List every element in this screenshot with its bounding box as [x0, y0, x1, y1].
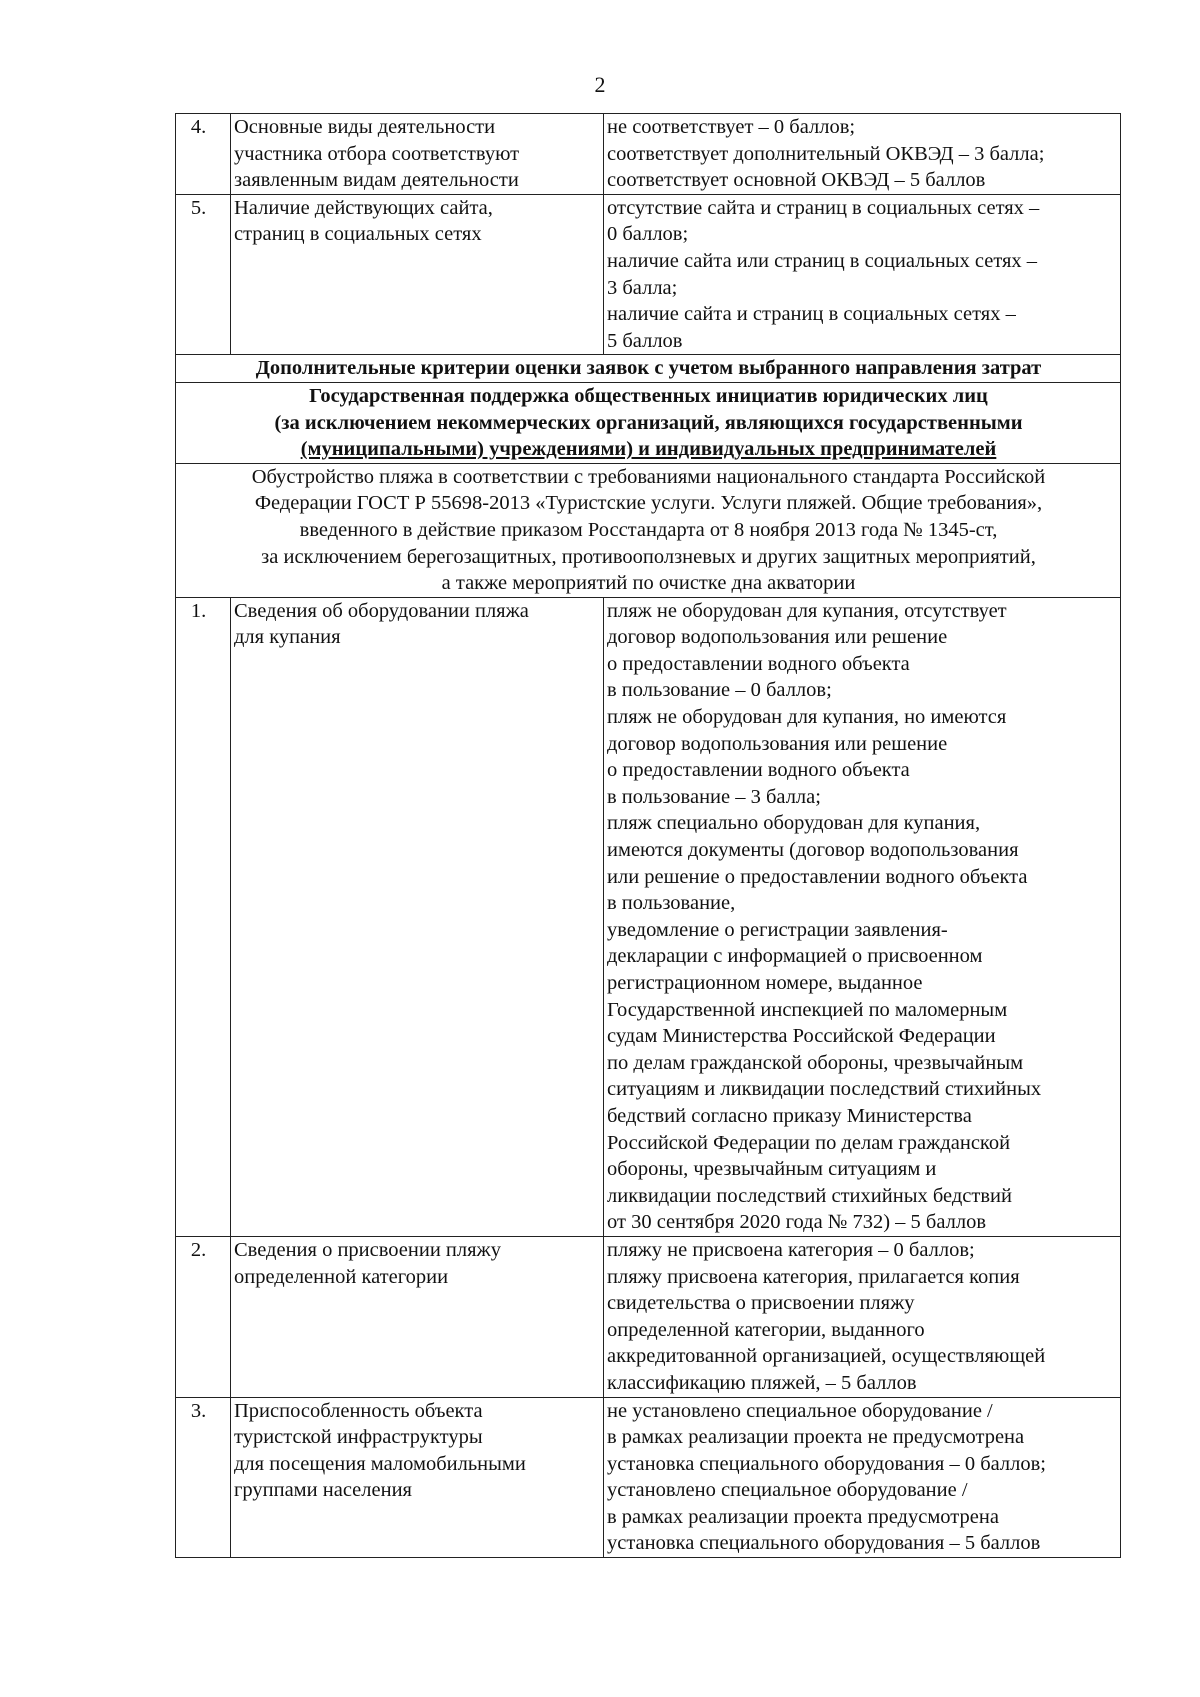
direction-line: Федерации ГОСТ Р 55698-2013 «Туристские услуги. Услуги пляжей. Общие требования», — [254, 492, 1043, 515]
criterion-line: Наличие действующих сайта, — [234, 196, 493, 219]
criteria-table — [175, 113, 1121, 1558]
direction-line: Обустройство пляжа в соответствии с требованиями национального стандарта Российской — [251, 465, 1046, 488]
score-line: о предоставлении водного объекта — [607, 759, 910, 782]
score-line: классификацию пляжей, – 5 баллов — [607, 1371, 917, 1394]
score-line: установлено специальное оборудование / — [607, 1479, 968, 1502]
score-line: аккредитованной организацией, осуществляющей — [607, 1345, 1046, 1368]
subsection-heading — [176, 382, 1121, 463]
score-line: пляж не оборудован для купания, отсутствует — [607, 599, 1007, 622]
score-line: 0 баллов; — [607, 223, 689, 246]
score-line: не установлено специальное оборудование / — [607, 1399, 993, 1422]
section-heading-row — [176, 355, 1121, 383]
subsection-heading-line: Государственная поддержка общественных инициатив юридических лиц — [309, 384, 988, 407]
score-line: Государственной инспекцией по маломерным — [607, 998, 1008, 1021]
score-line: от 30 сентября 2020 года № 732) – 5 баллов — [607, 1211, 987, 1234]
score-line: свидетельства о присвоении пляжу — [607, 1292, 915, 1315]
subsection-heading-line: (за исключением некоммерческих организаций, являющихся государственными — [274, 411, 1023, 434]
direction-line: а также мероприятий по очистке дна акватории — [441, 572, 856, 595]
score-line: уведомление о регистрации заявления- — [607, 918, 948, 941]
criterion-cell — [231, 1397, 604, 1558]
criterion-line: Приспособленность объекта — [234, 1399, 483, 1422]
score-line: отсутствие сайта и страниц в социальных сетях – — [607, 196, 1040, 219]
score-line: в пользование – 3 балла; — [607, 785, 821, 808]
score-line: определенной категории, выданного — [607, 1318, 925, 1341]
score-line: установка специального оборудования – 0 баллов; — [607, 1452, 1046, 1475]
criterion-line: для посещения маломобильными — [234, 1452, 526, 1475]
score-line: наличие сайта или страниц в социальных сетях – — [607, 249, 1038, 272]
criterion-cell — [231, 114, 604, 195]
score-line: пляжу присвоена категория, прилагается копия — [607, 1265, 1020, 1288]
row-number: 1. — [176, 597, 231, 1236]
score-line: Российской Федерации по делам гражданской — [607, 1131, 1011, 1154]
score-line: пляжу не присвоена категория – 0 баллов; — [607, 1238, 975, 1261]
criterion-cell — [231, 194, 604, 355]
score-line: наличие сайта и страниц в социальных сетях – — [607, 303, 1016, 326]
criterion-line: Основные виды деятельности — [234, 116, 496, 138]
score-line: декларации с информацией о присвоенном — [607, 945, 983, 968]
score-line: договор водопользования или решение — [607, 732, 948, 755]
score-line: в рамках реализации проекта предусмотрена — [607, 1505, 999, 1528]
criterion-line: туристской инфраструктуры — [234, 1426, 483, 1449]
score-line: соответствует дополнительный ОКВЭД – 3 балла; — [607, 142, 1045, 165]
score-line: по делам гражданской обороны, чрезвычайным — [607, 1051, 1024, 1074]
score-cell — [604, 1397, 1121, 1558]
row-number: 3. — [176, 1397, 231, 1558]
score-line: не соответствует – 0 баллов; — [607, 116, 856, 138]
row-number: 5. — [176, 194, 231, 355]
table-row — [176, 1236, 1121, 1397]
score-line: регистрационном номере, выданное — [607, 972, 923, 994]
score-line: ликвидации последствий стихийных бедствий — [607, 1184, 1012, 1207]
direction-row — [176, 463, 1121, 597]
score-line: бедствий согласно приказу Министерства — [607, 1104, 972, 1127]
score-line: пляж не оборудован для купания, но имеются — [607, 706, 1007, 729]
criterion-line: участника отбора соответствуют — [234, 142, 520, 165]
direction-line: за исключением берегозащитных, противооползневых и других защитных мероприятий, — [261, 545, 1036, 568]
subsection-heading-line: (муниципальными) учреждениями) и индивидуальных предпринимателей — [300, 438, 997, 461]
direction-text — [176, 463, 1121, 597]
criterion-line: группами населения — [234, 1479, 412, 1502]
section-heading: Дополнительные критерии оценки заявок с учетом выбранного направления затрат — [176, 355, 1121, 383]
table-row — [176, 597, 1121, 1236]
score-line: 3 балла; — [607, 276, 678, 299]
score-line: обороны, чрезвычайным ситуациям и — [607, 1158, 937, 1181]
score-line: договор водопользования или решение — [607, 626, 948, 649]
score-line: в рамках реализации проекта не предусмотрена — [607, 1426, 1025, 1449]
criterion-line: Сведения о присвоении пляжу — [234, 1238, 501, 1261]
criterion-line: страниц в социальных сетях — [234, 223, 482, 246]
criterion-line: определенной категории — [234, 1265, 449, 1288]
score-line: судам Министерства Российской Федерации — [607, 1025, 996, 1048]
score-cell — [604, 1236, 1121, 1397]
score-line: в пользование – 0 баллов; — [607, 679, 832, 702]
score-cell — [604, 194, 1121, 355]
score-line: 5 баллов — [607, 329, 683, 352]
score-line: в пользование, — [607, 892, 736, 915]
score-cell — [604, 114, 1121, 195]
subsection-heading-row — [176, 382, 1121, 463]
direction-line: введенного в действие приказом Росстандарта от 8 ноября 2013 года № 1345-ст, — [299, 518, 998, 541]
score-line: или решение о предоставлении водного объекта — [607, 865, 1028, 888]
criterion-line: заявленным видам деятельности — [234, 169, 519, 192]
score-line: ситуациям и ликвидации последствий стихийных — [607, 1078, 1042, 1101]
row-number: 2. — [176, 1236, 231, 1397]
score-line: о предоставлении водного объекта — [607, 652, 910, 675]
table-row — [176, 114, 1121, 195]
score-line: соответствует основной ОКВЭД – 5 баллов — [607, 169, 986, 192]
score-line: пляж специально оборудован для купания, — [607, 812, 981, 835]
score-line: имеются документы (договор водопользования — [607, 839, 1019, 862]
criterion-cell — [231, 1236, 604, 1397]
score-cell — [604, 597, 1121, 1236]
criterion-line: Сведения об оборудовании пляжа — [234, 599, 529, 622]
table-row — [176, 1397, 1121, 1558]
criterion-line: для купания — [234, 626, 341, 649]
row-number: 4. — [176, 114, 231, 195]
criterion-cell — [231, 597, 604, 1236]
score-line: установка специального оборудования – 5 баллов — [607, 1532, 1041, 1555]
page-number: 2 — [594, 72, 606, 97]
table-row — [176, 194, 1121, 355]
